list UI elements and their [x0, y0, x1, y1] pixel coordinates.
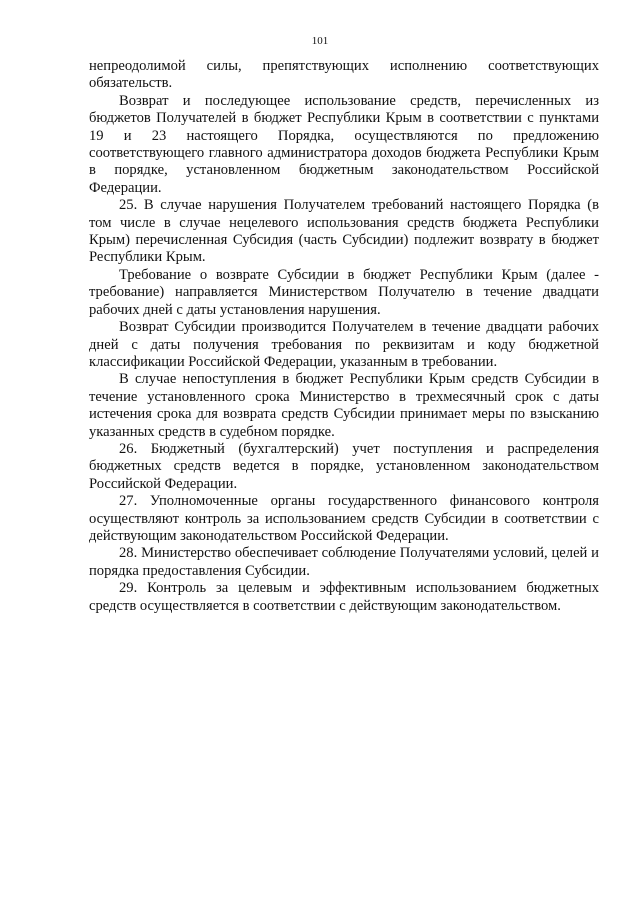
paragraph: Возврат Субсидии производится Получателем в течение двадцати рабочих дней с даты получения требования по реквизитам и коду бюджетной классификации Российской Федерации, указанным в требовании. [89, 319, 599, 370]
paragraph-clause-25: 25. В случае нарушения Получателем требований настоящего Порядка (в том числе в случае нецелевого использования средств бюджета Республики Крым) перечисленная Субсидия (часть Субсидии) подлежит возврату в бюджет Республики Крым. [89, 197, 599, 266]
document-body [89, 58, 599, 615]
paragraph: Возврат и последующее использование средств, перечисленных из бюджетов Получателей в бюджет Республики Крым в соответствии с пунктами 19 и 23 настоящего Порядка, осуществляются по предложению соответствующего главного администратора доходов бюджета Республики Крым в порядке, установленном бюджетным законодательством Российской Федерации. [89, 92, 599, 196]
page-number: 101 [311, 35, 329, 47]
paragraph-clause-26: 26. Бюджетный (бухгалтерский) учет поступления и распределения бюджетных средств ведется в порядке, установленном законодательством Российской Федерации. [89, 440, 599, 492]
paragraph-continuation: непреодолимой силы, препятствующих исполнению соответствующих обязательств. [89, 58, 599, 92]
paragraph-clause-28: 28. Министерство обеспечивает соблюдение Получателями условий, целей и порядка предоставления Субсидии. [89, 545, 599, 579]
paragraph: В случае непоступления в бюджет Республики Крым средств Субсидии в течение установленного срока Министерство в трехмесячный срок с даты истечения срока для возврата средств Субсидии принимает меры по взысканию указанных средств в судебном порядке. [89, 371, 599, 440]
paragraph-clause-27: 27. Уполномоченные органы государственного финансового контроля осуществляют контроль за использованием средств Субсидии в соответствии с действующим законодательством Российской Федерации. [89, 493, 599, 544]
paragraph-clause-29: 29. Контроль за целевым и эффективным использованием бюджетных средств осуществляется в соответствии с действующим законодательством. [89, 580, 599, 614]
paragraph: Требование о возврате Субсидии в бюджет Республики Крым (далее - требование) направляется Министерством Получателю в течение двадцати рабочих дней с даты установления нарушения. [89, 266, 599, 318]
